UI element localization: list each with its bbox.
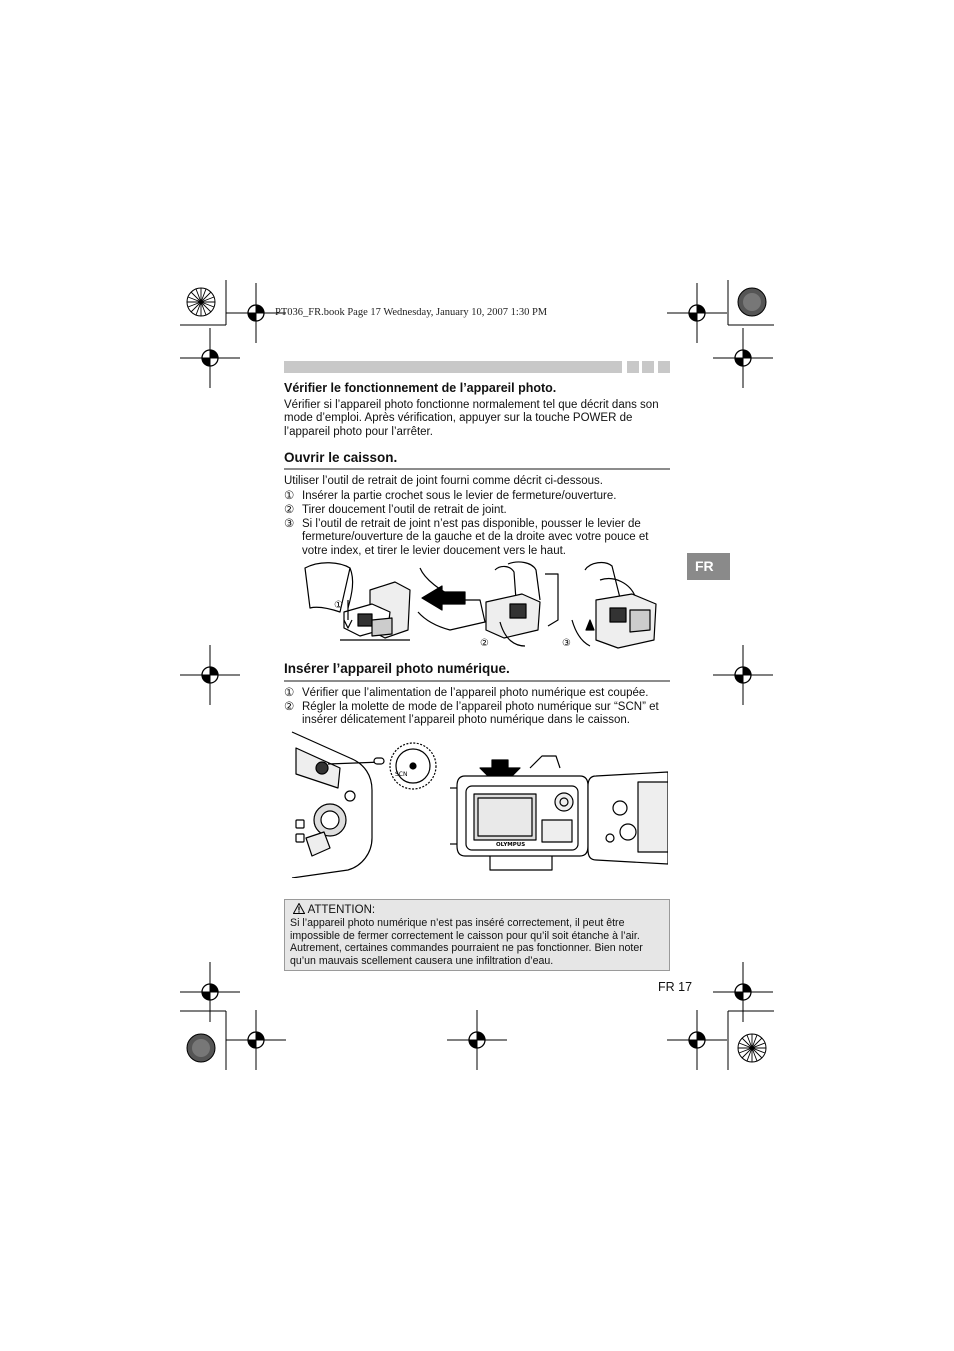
- step-number: ②: [284, 701, 295, 713]
- text-line: Si l’appareil photo numérique n’est pas inséré correctement, il peut être: [290, 917, 625, 929]
- text-line: l’appareil photo pour l’arrêter.: [284, 425, 433, 438]
- insert-camera-illustration: [290, 728, 668, 878]
- text-line: Si l’outil de retrait de joint n’est pas disponible, pousser le levier de: [302, 518, 641, 530]
- text-line: fermeture/ouverture de la gauche et de la droite avec votre pouce et: [302, 531, 649, 544]
- text-line: votre index, et tirer le levier doucement vers le haut.: [302, 544, 566, 557]
- check-title: Vérifier le fonctionnement de l’appareil photo.: [284, 381, 557, 395]
- text-line: Vérifier si l’appareil photo fonctionne normalement tel que décrit dans son: [284, 399, 659, 411]
- caution-box: [284, 899, 670, 971]
- bar-square: [642, 361, 654, 373]
- open-housing-illustration: [300, 560, 660, 652]
- brand-label: OLYMPUS: [496, 842, 526, 848]
- section-rule: [284, 468, 670, 470]
- bar-square: [627, 361, 639, 373]
- dial-label: SCN: [395, 771, 408, 778]
- step-number: ①: [284, 490, 295, 502]
- text-line: impossible de fermer correctement le caisson pour qu’il soit étanche à l’air.: [290, 929, 640, 942]
- figure-label: ③: [562, 638, 571, 649]
- text-line: Vérifier que l’alimentation de l’appareil photo numérique est coupée.: [302, 687, 649, 699]
- step-number: ②: [284, 504, 295, 516]
- section-bar: [284, 361, 622, 373]
- bar-square: [658, 361, 670, 373]
- open-title: Ouvrir le caisson.: [284, 450, 398, 465]
- check-text: [284, 399, 674, 439]
- print-header: PT036_FR.book Page 17 Wednesday, January 10, 2007 1:30 PM: [275, 307, 548, 318]
- step-number: ③: [284, 518, 295, 530]
- language-tab: FR: [687, 553, 730, 580]
- open-intro: Utiliser l’outil de retrait de joint fourni comme décrit ci-dessous.: [284, 475, 603, 487]
- insert-title: Insérer l’appareil photo numérique.: [284, 661, 510, 676]
- figure-label: ①: [334, 600, 343, 611]
- text-line: Régler la molette de mode de l’appareil photo numérique sur “SCN” et: [302, 701, 659, 713]
- text-line: insérer délicatement l’appareil photo numérique dans le caisson.: [302, 714, 630, 727]
- text-line: Insérer la partie crochet sous le levier de fermeture/ouverture.: [302, 490, 617, 502]
- figure-label: ②: [480, 638, 489, 649]
- text-line: Autrement, certaines commandes pourraient ne pas fonctionner. Bien noter: [290, 942, 643, 955]
- caution-title: ATTENTION:: [307, 904, 376, 916]
- text-line: mode d’emploi. Après vérification, appuyer sur la touche POWER de: [284, 412, 633, 425]
- text-line: Tirer doucement l’outil de retrait de joint.: [302, 504, 507, 516]
- warning-icon: [293, 903, 305, 917]
- text-line: qu’un mauvais scellement causera une infiltration d’eau.: [290, 954, 554, 967]
- page-number: FR 17: [658, 980, 693, 994]
- step-number: ①: [284, 687, 295, 699]
- caution-header: [293, 903, 375, 917]
- section-rule: [284, 680, 670, 682]
